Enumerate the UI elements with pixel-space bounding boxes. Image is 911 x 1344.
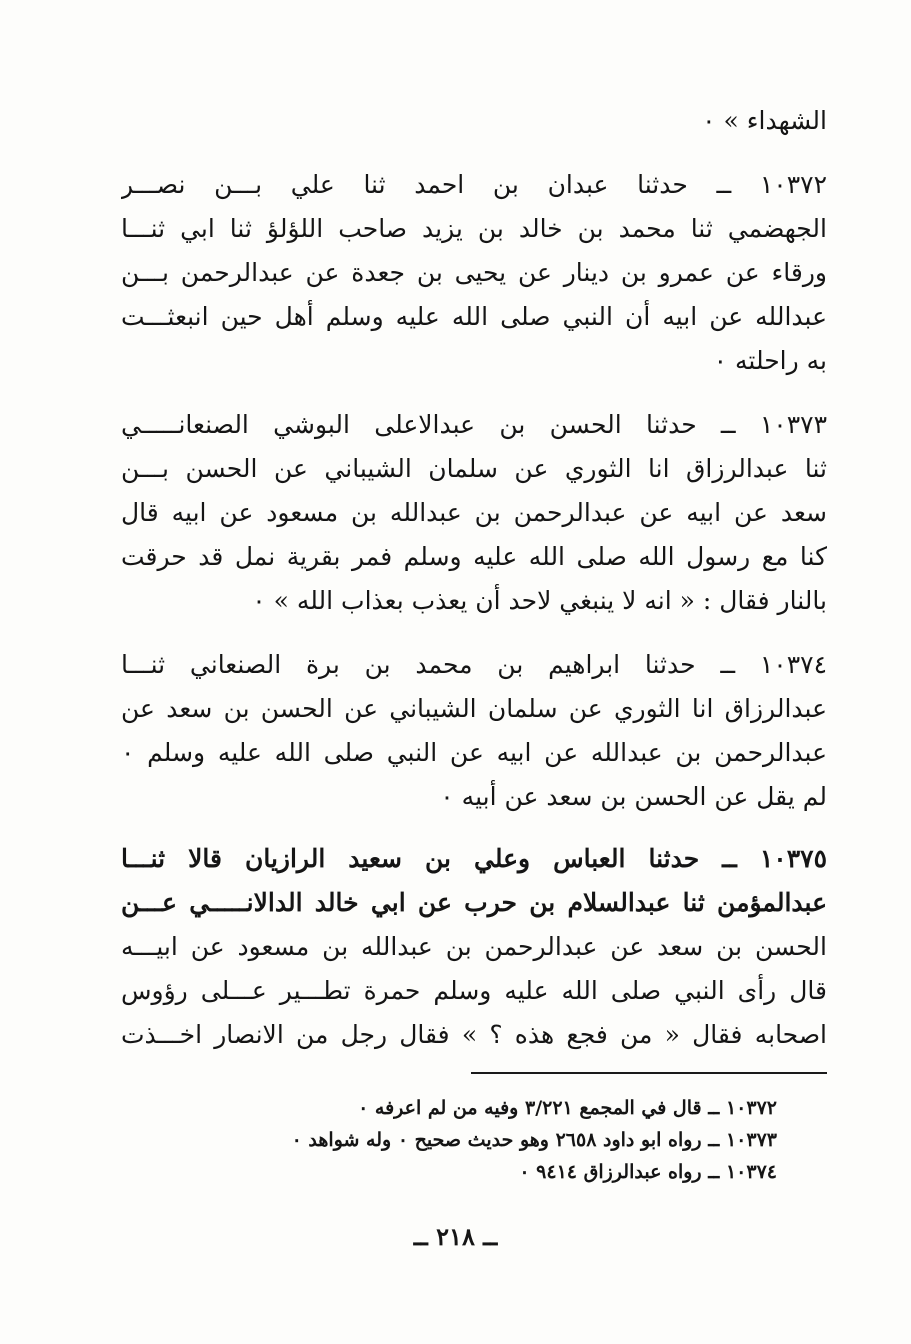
text-line: عبدالمؤمن ثنا عبدالسلام بن حرب عن ابي خالد الدالانـــــي عـــن <box>121 888 827 917</box>
text-line: قال رأى النبي صلى الله عليه وسلم حمرة تطـــير عـــلى رؤوس <box>121 976 827 1005</box>
text-line: ١٠٣٧٣ ــ حدثنا الحسن بن عبدالاعلى البوشي الصنعانـــــي <box>121 410 827 439</box>
text-line: اصحابه فقال « من فجع هذه ؟ » فقال رجل من الانصار اخـــذت <box>121 1020 827 1049</box>
text-line: ثنا عبدالرزاق انا الثوري عن سلمان الشيباني عن الحسن بـــن <box>121 454 827 483</box>
text-line: ١٠٣٧٥ ــ حدثنا العباس وعلي بن سعيد الرازيان قالا ثنـــا <box>121 844 827 873</box>
footnote: ١٠٣٧٣ ــ رواه ابو داود ٢٦٥٨ وهو حديث صحيح ٠ وله شواهد ٠ <box>291 1129 777 1151</box>
page-number: ــ ٢١٨ ــ <box>413 1222 498 1251</box>
text-line: بالنار فقال : « انه لا ينبغي لاحد أن يعذب بعذاب الله » ٠ <box>252 586 827 615</box>
footnote: ١٠٣٧٢ ــ قال في المجمع ٣/٢٢١ وفيه من لم اعرفه ٠ <box>358 1097 777 1119</box>
text-line: الجهضمي ثنا محمد بن خالد بن يزيد صاحب اللؤلؤ ثنا ابي ثنـــا <box>121 214 827 243</box>
text-line: ١٠٣٧٤ ــ حدثنا ابراهيم بن محمد بن برة الصنعاني ثنـــا <box>121 650 827 679</box>
footnote-divider <box>471 1072 827 1074</box>
text-line: عبدالله عن ابيه أن النبي صلى الله عليه وسلم أهل حين انبعثـــت <box>121 302 827 331</box>
text-line: لم يقل عن الحسن بن سعد عن أبيه ٠ <box>440 782 827 811</box>
text-line: ١٠٣٧٢ ــ حدثنا عبدان بن احمد ثنا علي بـــن نصـــر <box>121 170 827 199</box>
text-line: عبدالرحمن بن عبدالله عن ابيه عن النبي صلى الله عليه وسلم ٠ <box>121 738 827 767</box>
text-line: الشهداء » ٠ <box>702 106 827 135</box>
text-line: عبدالرزاق انا الثوري عن سلمان الشيباني عن الحسن بن سعد عن <box>121 694 827 723</box>
text-line: سعد عن ابيه عن عبدالرحمن بن عبدالله بن مسعود عن ابيه قال <box>121 498 827 527</box>
text-line: كنا مع رسول الله صلى الله عليه وسلم فمر بقرية نمل قد حرقت <box>121 542 827 571</box>
footnote: ١٠٣٧٤ ــ رواه عبدالرزاق ٩٤١٤ ٠ <box>519 1161 777 1183</box>
text-line: به راحلته ٠ <box>713 346 827 375</box>
text-line: الحسن بن سعد عن عبدالرحمن بن عبدالله بن مسعود عن ابيـــه <box>121 932 827 961</box>
text-line: ورقاء عن عمرو بن دينار عن يحيى بن جعدة عن عبدالرحمن بـــن <box>121 258 827 287</box>
